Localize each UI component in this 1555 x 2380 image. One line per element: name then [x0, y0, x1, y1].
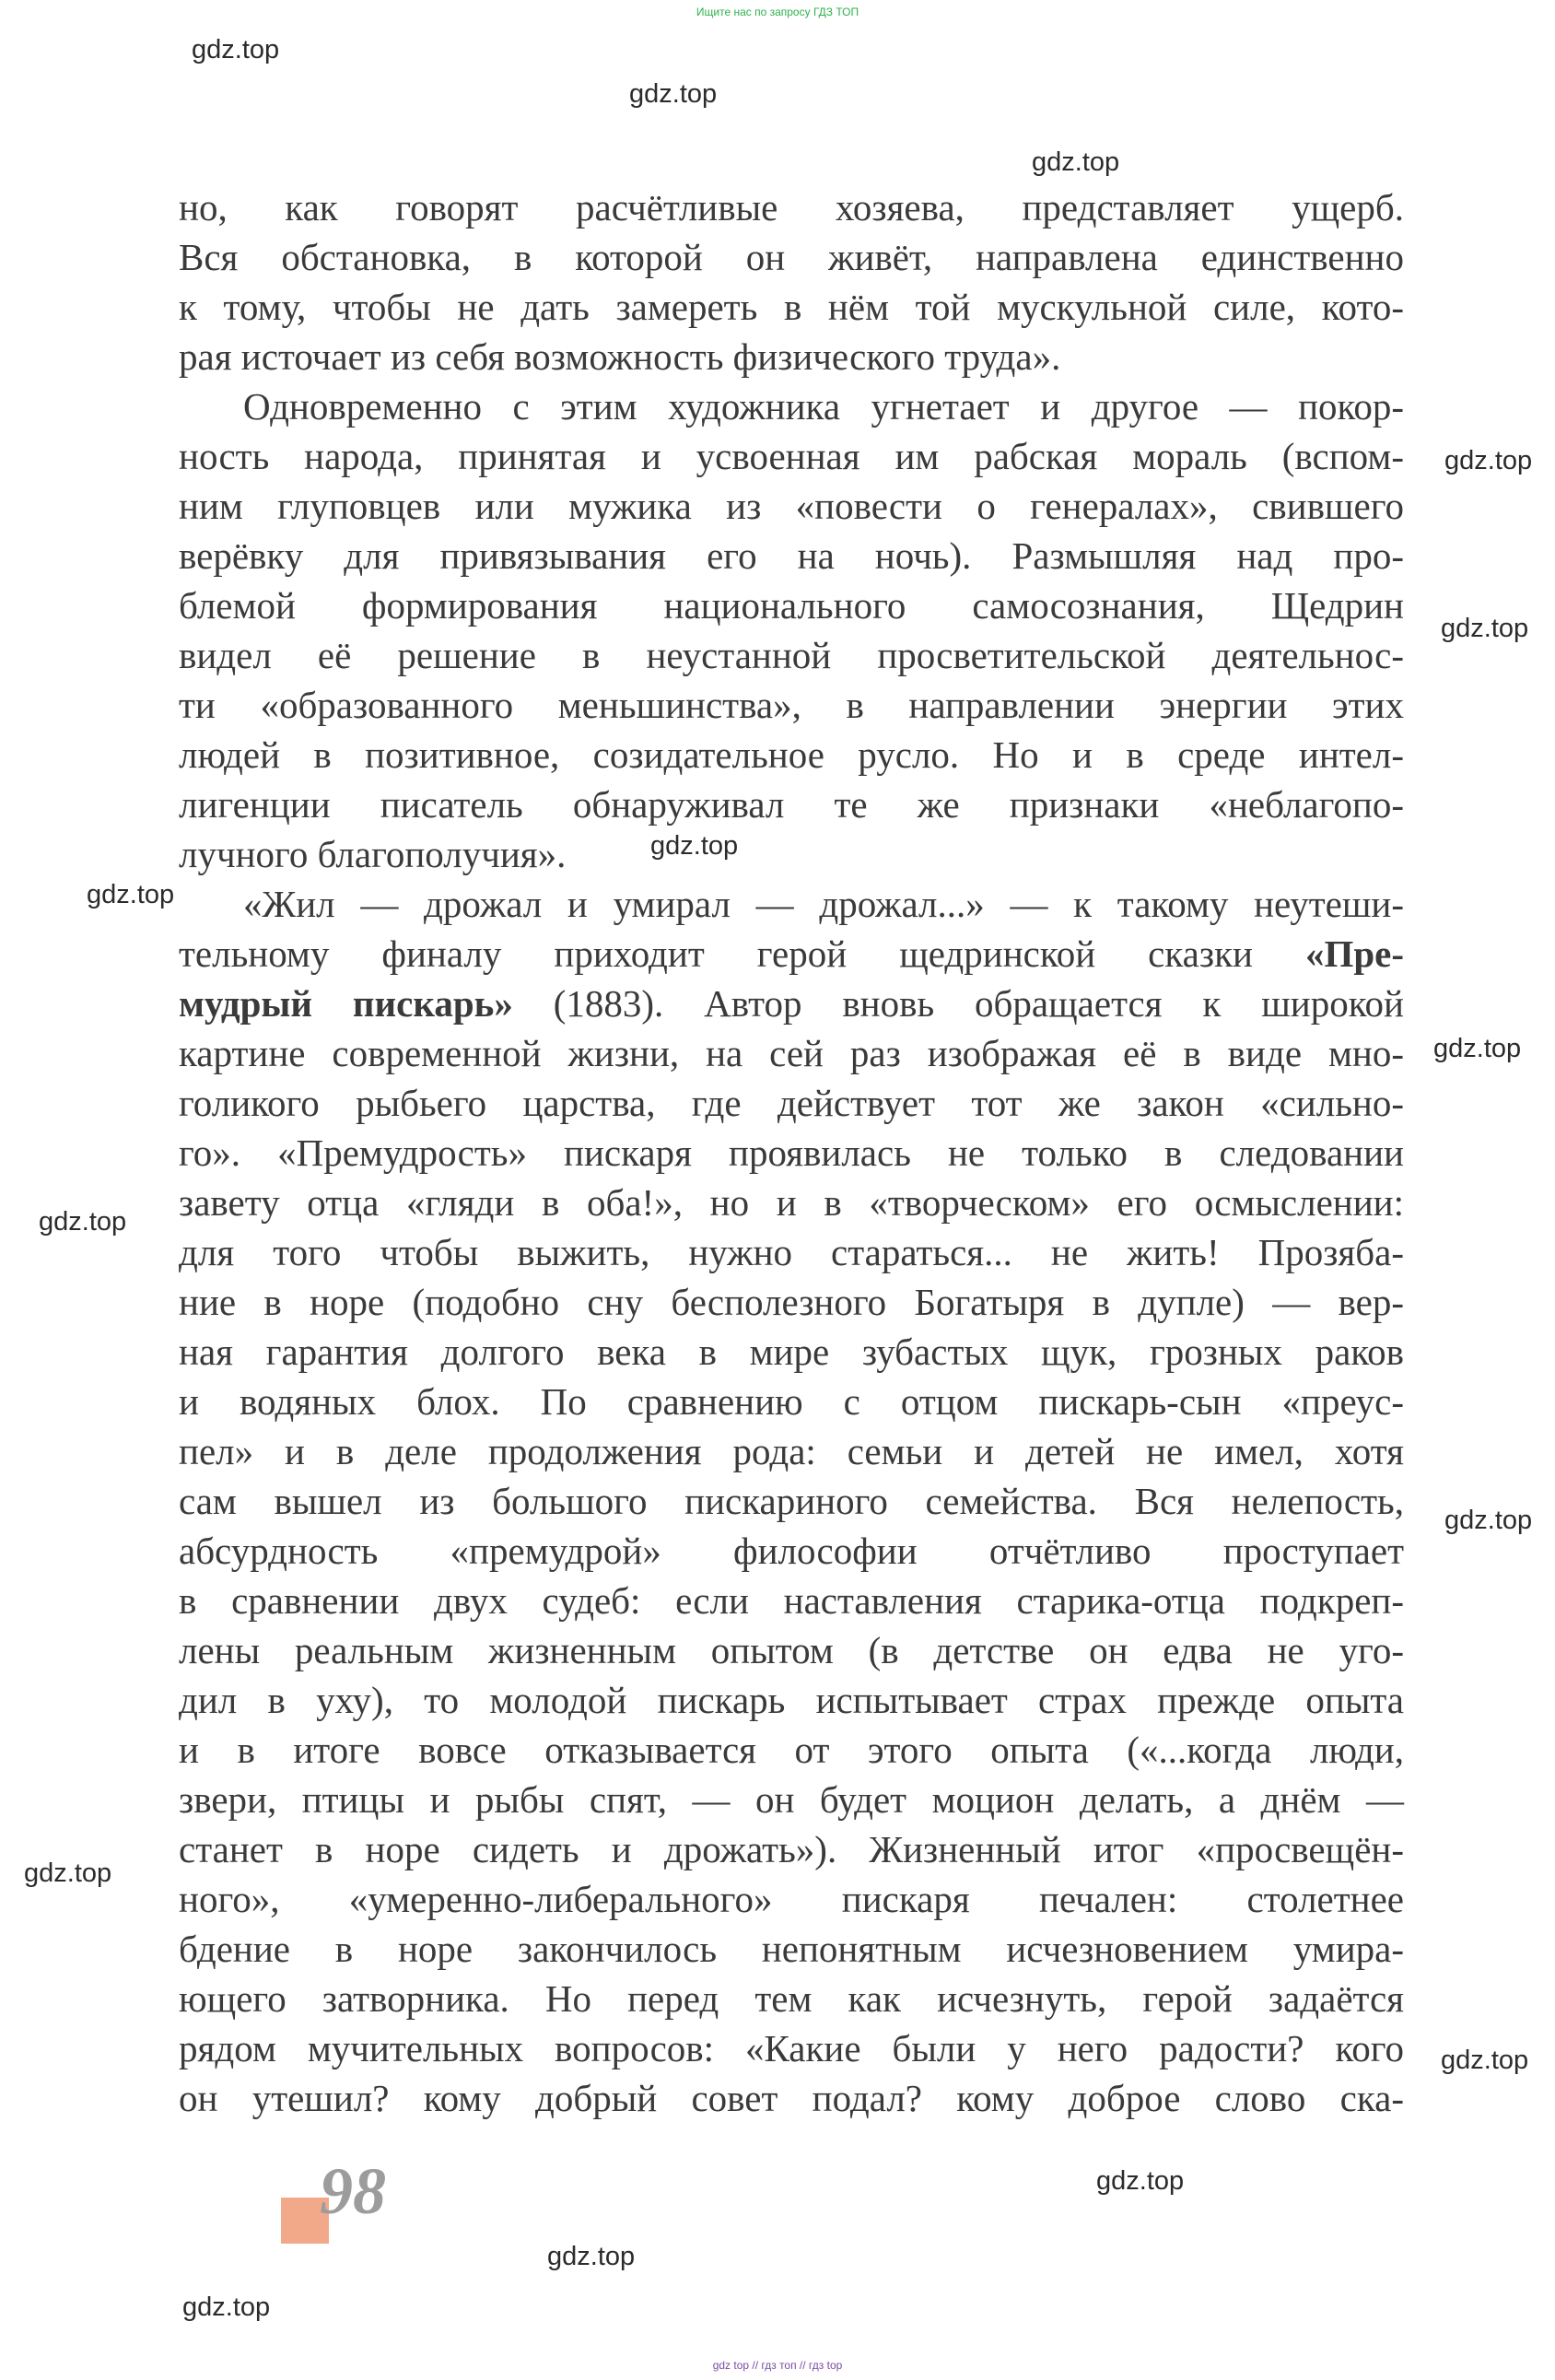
text-line: го». «Премудрость» пискаря проявилась не только в следовании [179, 1131, 1404, 1174]
text-line: лигенции писатель обнаруживал те же признаки «неблагопо- [179, 783, 1404, 826]
text-line: видел её решение в неустанной просветительской деятельнос- [179, 634, 1404, 676]
text-line: лучного благополучия». [179, 833, 567, 875]
text-line [179, 931, 1404, 977]
text-line: ющего затворника. Но перед тем как исчезнуть, герой задаётся [179, 1977, 1404, 2020]
text-line: для того чтобы выжить, нужно стараться... не жить! Прозяба- [179, 1231, 1404, 1273]
header-search-note: Ищите нас по запросу ГДЗ ТОП [696, 6, 859, 18]
text-line: дил в уху), то молодой пискарь испытывает страх прежде опыта [179, 1679, 1404, 1721]
text-line: ти «образованного меньшинства», в направлении энергии этих [179, 684, 1404, 726]
text-line: людей в позитивное, созидательное русло. Но и в среде интел- [179, 733, 1404, 776]
text-line: «Жил — дрожал и умирал — дрожал...» — к такому неутеши- [243, 883, 1404, 925]
watermark: gdz.top [182, 2292, 271, 2322]
footer-note: gdz top // гдз топ // гдз top [712, 2359, 843, 2372]
text-line: и в итоге вовсе отказывается от этого опыта («...когда люди, [179, 1729, 1404, 1771]
text-line: пел» и в деле продолжения рода: семьи и детей не имел, хотя [179, 1430, 1404, 1472]
text-line [179, 980, 1404, 1026]
text-line: станет в норе сидеть и дрожать»). Жизненный итог «просвещён- [179, 1828, 1404, 1870]
watermark: gdz.top [1444, 1506, 1533, 1535]
text-line: к тому, чтобы не дать замереть в нём той мускульной силе, кото- [179, 286, 1404, 328]
text-line: ние в норе (подобно сну бесполезного Богатыря в дупле) — вер- [179, 1281, 1404, 1323]
watermark: gdz.top [1032, 147, 1120, 177]
watermark: gdz.top [1433, 1034, 1522, 1063]
story-title: мудрый пискарь» [179, 982, 513, 1025]
text-line: ного», «умеренно-либерального» пискаря печален: столетнее [179, 1878, 1404, 1920]
page-number: 98 [320, 2154, 386, 2228]
text-line: он утешил? кому добрый совет подал? кому доброе слово ска- [179, 2077, 1404, 2119]
text-line: в сравнении двух судеб: если наставления старика-отца подкреп- [179, 1579, 1404, 1622]
watermark: gdz.top [87, 880, 175, 909]
text-line: завету отца «гляди в оба!», но и в «творческом» его осмыслении: [179, 1181, 1404, 1224]
text-line: картине современной жизни, на сей раз изображая её в виде мно- [179, 1032, 1404, 1074]
text-line: рядом мучительных вопросов: «Какие были у него радости? кого [179, 2027, 1404, 2069]
text-line: ним глуповцев или мужика из «повести о генералах», свившего [179, 485, 1404, 527]
text-line: сам вышел из большого пискариного семейства. Вся нелепость, [179, 1480, 1404, 1522]
text-run: (1883). Автор вновь обращается к широкой [553, 982, 1405, 1025]
watermark: gdz.top [1444, 446, 1533, 475]
text-run: тельному финалу приходит герой щедринской сказки [179, 932, 1253, 975]
text-line: рая источает из себя возможность физического труда». [179, 335, 1061, 378]
watermark: gdz.top [1441, 614, 1529, 643]
text-line: и водяных блох. По сравнению с отцом пискарь-сын «преус- [179, 1380, 1404, 1423]
text-line: ная гарантия долгого века в мире зубастых щук, грозных раков [179, 1331, 1404, 1373]
text-line: бдение в норе закончилось непонятным исчезновением умира- [179, 1928, 1404, 1970]
watermark: gdz.top [629, 79, 718, 109]
text-line: лены реальным жизненным опытом (в детстве он едва не уго- [179, 1629, 1404, 1671]
text-line: блемой формирования национального самосознания, Щедрин [179, 584, 1404, 627]
watermark: gdz.top [1441, 2046, 1529, 2075]
text-line: абсурдность «премудрой» философии отчётливо проступает [179, 1530, 1404, 1572]
text-line: голикого рыбьего царства, где действует тот же закон «сильно- [179, 1082, 1404, 1124]
watermark: gdz.top [1096, 2166, 1185, 2196]
watermark: gdz.top [39, 1207, 127, 1237]
watermark: gdz.top [547, 2242, 636, 2271]
text-line: ность народа, принятая и усвоенная им рабская мораль (вспом- [179, 435, 1404, 477]
text-line: Вся обстановка, в которой он живёт, направлена единственно [179, 236, 1404, 278]
story-title: «Пре- [1304, 932, 1405, 975]
text-line: звери, птицы и рыбы спят, — он будет моцион делать, а днём — [179, 1778, 1404, 1821]
text-line: Одновременно с этим художника угнетает и другое — покор- [243, 385, 1404, 428]
watermark: gdz.top [192, 35, 280, 64]
watermark: gdz.top [24, 1858, 112, 1888]
text-line: верёвку для привязывания его на ночь). Размышляя над про- [179, 534, 1404, 577]
watermark: gdz.top [650, 831, 739, 861]
text-line: но, как говорят расчётливые хозяева, представляет ущерб. [179, 186, 1404, 229]
